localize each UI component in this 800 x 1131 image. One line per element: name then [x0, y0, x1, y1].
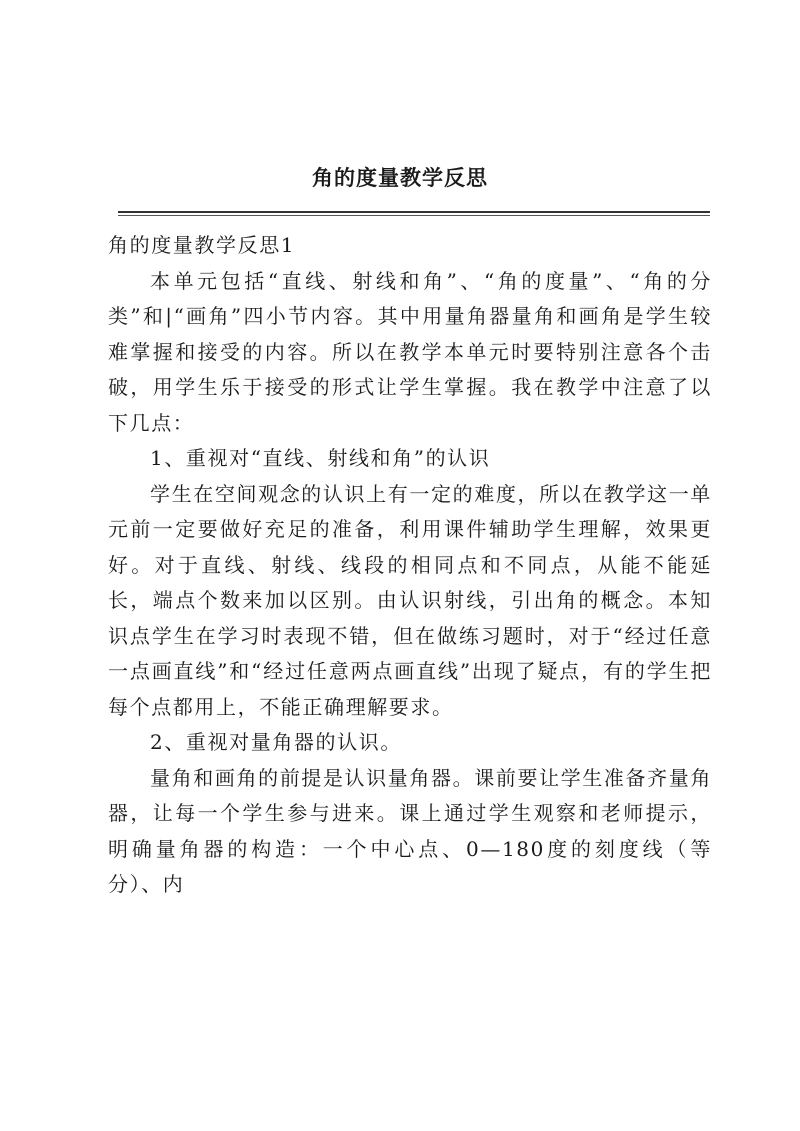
document-body — [108, 228, 712, 903]
document-title: 角的度量教学反思 — [312, 165, 488, 190]
paragraph-protractor: 量角和画角的前提是认识量角器。课前要让学生准备齐量角器，让每一个学生参与进来。课上通过学生观察和老师提示，明确量角器的构造：一个中心点、0—180度的刻度线（等分）、内 — [108, 765, 712, 896]
paragraph-intro: 本单元包括“直线、射线和角”、“角的度量”、“角的分类”和|“画角”四小节内容。其中用量角器量角和画角是学生较难掌握和接受的内容。所以在教学本单元时要特别注意各个击破，用学生乐于接受的形式让学生掌握。我在教学中注意了以下几点： — [108, 268, 712, 435]
point-heading-1: 1、重视对“直线、射线和角”的认识 — [150, 446, 491, 470]
section-heading: 角的度量教学反思1 — [108, 233, 296, 257]
paragraph-lines-rays: 学生在空间观念的认识上有一定的难度，所以在教学这一单元前一定要做好充足的准备，利用课件辅助学生理解，效果更好。对于直线、射线、线段的相同点和不同点，从能不能延长，端点个数来加以区别。由认识射线，引出角的概念。本知识点学生在学习时表现不错，但在做练习题时，对于“经过任意一点画直线”和“经过任意两点画直线”出现了疑点，有的学生把每个点都用上，不能正确理解要求。 — [108, 481, 712, 719]
point-heading-2: 2、重视对量角器的认识。 — [150, 730, 402, 754]
title-divider — [118, 211, 710, 216]
